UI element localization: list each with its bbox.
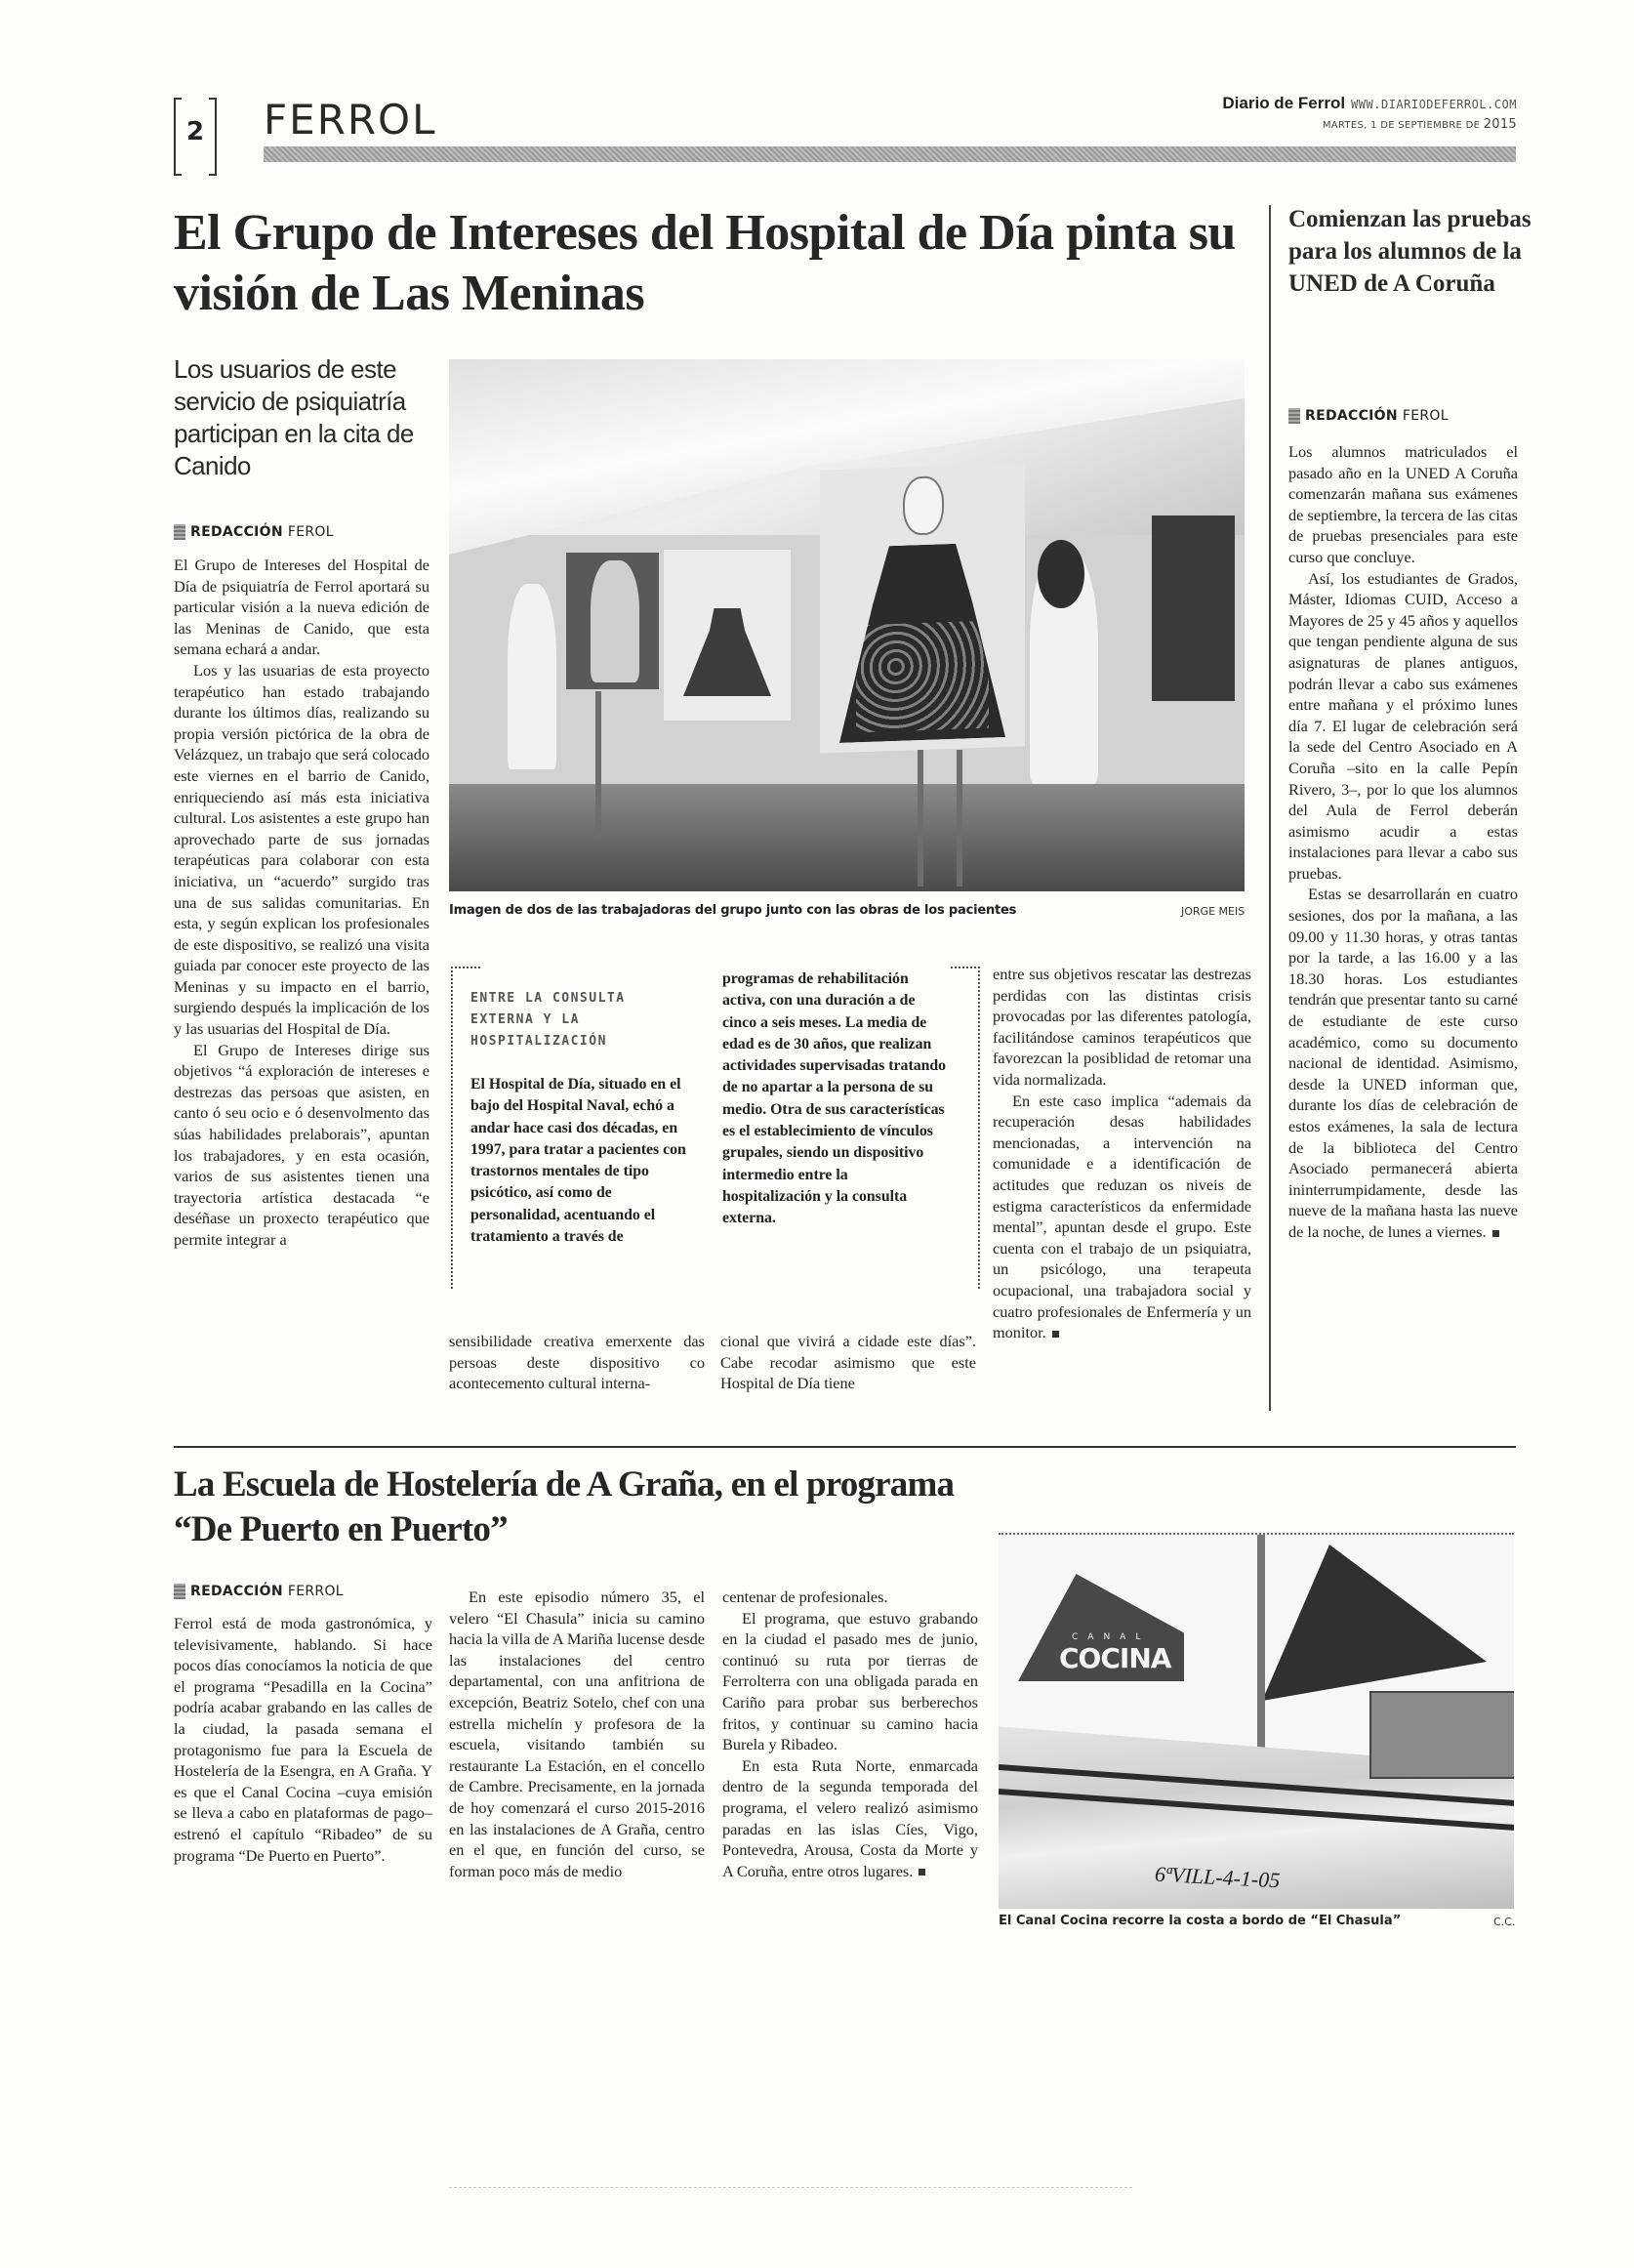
byline-city: FEROL xyxy=(287,524,334,540)
page-number-box xyxy=(174,98,217,176)
page-number: 2 xyxy=(185,117,205,146)
worker-figure-left xyxy=(508,584,556,769)
paragraph-text: En esta Ruta Norte, enmarcada dentro de la segunda temporada del programa, el velero realizó asimismo paradas en las islas Cíes, Vigo, Pontevedra, Arousa, Costa da Morte y A Coruña, entre otros lugares. xyxy=(722,1755,978,1880)
byline-label: REDACCIÓN xyxy=(190,524,283,540)
byline-city: FERROL xyxy=(287,1584,344,1599)
side-column xyxy=(1288,441,1518,1243)
painting-head xyxy=(903,475,944,535)
boat-cabin xyxy=(1369,1691,1514,1779)
scan-artifact-line xyxy=(449,2187,1132,2188)
paragraph: El Grupo de Intereses del Hospital de Día de psiquiatría de Ferrol aportará su particular visión a la nueva edición de las Meninas de Canido, que esta semana echará a andar. xyxy=(174,556,429,659)
box-border-right xyxy=(951,967,980,1289)
easel-leg xyxy=(595,691,601,838)
second-column-2 xyxy=(449,1587,705,1881)
second-headline: La Escuela de Hostelería de A Graña, en el programa “De Puerto en Puerto” xyxy=(174,1464,955,1549)
boat-mast xyxy=(1257,1535,1265,1750)
paragraph: Ferrol está de moda gastronómica, y televisivamente, hablando. Si hace pocos días conocíamos la noticia de que el programa “Pesadilla en la Cocina” podría acabar grabando en las calles de la ciudad, la pasada semana el protagonismo fue para la Escuela de Hostelería de la Esengra, en A Graña. Y es que el Canal Cocina –cuya emisión se lleva a cabo en plataformas de pago– estrenó el capítulo “Ribadeo” de su programa “De Puerto en Puerto”. xyxy=(174,1614,432,1865)
paragraph-text: En este caso implica “ademais da recuperación desas habilidades mencionadas, a intervención na comunidade e a identificación de actitudes que reduzan os niveis de estigma característicos da enfermidade mental”, apuntan desde el grupo. Este cuenta con el trabajo de un psiquiatra, un psicólogo, una terapeuta ocupacional, una trabajadora social y cuatro profesionales de Enfermería y un monitor. xyxy=(993,1091,1251,1342)
paragraph: Así, los estudiantes de Grados, Máster, Idiomas CUID, Acceso a Mayores de 25 y 45 años y aquellos que tengan pendiente alguna de sus asignaturas de planes antiguos, podrán llevar a cabo sus exámenes entre mañana y el próximo lunes día 7. El lugar de celebración será la sede del Centro Asociado en A Coruña –sito en la calle Pepín Rivero, 3–, por lo que los alumnos del Aula de Ferrol deberán asimismo acudir a estas instalaciones para llevar a cabo sus pruebas. xyxy=(1288,568,1518,883)
end-of-article-icon xyxy=(1492,1230,1499,1237)
main-column-4 xyxy=(993,964,1251,1343)
boat-registration: 6ªVILL-4-1-05 xyxy=(1154,1861,1281,1893)
paragraph: centenar de profesionales. xyxy=(722,1588,888,1606)
main-byline xyxy=(174,524,334,540)
masthead xyxy=(1222,94,1517,132)
end-of-article-icon xyxy=(1052,1331,1059,1338)
photo-credit: JORGE MEIS xyxy=(1181,905,1246,918)
photo-credit: C.C. xyxy=(1493,1916,1516,1928)
canal-cocina-logo-top: CANAL xyxy=(1072,1632,1151,1642)
header-rule xyxy=(264,146,1516,162)
side-byline xyxy=(1288,408,1449,424)
info-box xyxy=(451,967,980,1299)
main-headline: El Grupo de Intereses del Hospital de Día pinta su visión de Las Meninas xyxy=(174,205,1236,321)
paragraph xyxy=(993,1091,1251,1343)
section-title: FERROL xyxy=(264,96,437,144)
paragraph: En este episodio número 35, el velero “El Chasula” inicia su camino hacia la villa de A Mariña lucense desde las instalaciones del centro departamental, con una anfitriona de excepción, Beatriz Sotelo, chef con una estrella michelín y profesora de la escuela, visitando también su restaurante La Estación, en el concello de Cambre. Precisamente, en la jornada de hoy comenzará el curso 2015-2016 en las instalaciones de A Graña, centro en el que, en función del curso, se forman poco más de medio xyxy=(449,1588,705,1880)
newspaper-brand: Diario de Ferrol xyxy=(1222,94,1346,112)
painting-dress-shape xyxy=(683,608,771,696)
end-of-article-icon xyxy=(919,1869,925,1876)
worker-figure-right xyxy=(1030,550,1098,784)
second-column-3 xyxy=(722,1587,978,1881)
info-box-column-1: El Hospital de Día, situado en el bajo del Hospital Naval, echó a andar hace casi dos décadas, en 1997, para tratar a pacientes con trastornos mentales de tipo psicótico, así como de personalidad, acentuando el tratamiento a través de xyxy=(470,1076,686,1246)
main-column-3 xyxy=(720,1331,976,1394)
info-box-title: ENTRE LA CONSULTA EXTERNA Y LA HOSPITALIZACIÓN xyxy=(470,991,626,1049)
canal-cocina-logo: COCINA xyxy=(1059,1642,1171,1674)
wall-artwork xyxy=(1152,515,1235,701)
dark-sail xyxy=(1262,1545,1487,1701)
photo-caption: Imagen de dos de las trabajadoras del grupo junto con las obras de los pacientes xyxy=(449,903,1017,918)
main-column-1 xyxy=(174,555,429,1251)
painting-menina-large xyxy=(820,463,1025,753)
byline-square-icon xyxy=(174,1584,185,1599)
paragraph: El Grupo de Intereses dirige sus objetivos “á exploración de intereses e destrezas das persoas que asisten, en canto ó seu ocio e ó desenvolmento das súas habilidades prelaborais”, apuntan los trabajadores, y en esta ocasión, varios de sus asistentes tienen una trayectoria artística destacada “e deséñase un proxecto terapéutico que permite integrar a xyxy=(174,1040,429,1249)
painting-figure xyxy=(591,560,639,682)
issue-date-text: MARTES, 1 DE SEPTIEMBRE DE xyxy=(1322,120,1481,131)
painting-gown xyxy=(839,542,1005,743)
meninas-photo xyxy=(449,359,1245,891)
photo-caption: El Canal Cocina recorre la costa a bordo de “El Chasula” xyxy=(999,1914,1402,1928)
byline-square-icon xyxy=(1288,408,1300,424)
paragraph: Los y las usuarias de esta proyecto terapéutico han estado trabajando durante los últimos días, realizando su propia versión pictórica de la obra de Velázquez, un trabajo que será colocado este viernes en el barrio de Canido, enriqueciendo así más esta iniciativa cultural. Los asistentes a este grupo han aprovechado parte de sus jornadas terapéuticas para colaborar con esta iniciativa, un “acuerdo” surgido tras una de sus salidas comunitarias. En esta, y según explican los profesionales de este dispositivo, se realizó una visita guiada par conocer este proyecto de las Meninas y su impacto en el barrio, surgiendo después la implicación de los y las usuarias del Hospital de Día. xyxy=(174,660,429,1039)
main-column-2 xyxy=(449,1331,705,1394)
painting-infanta xyxy=(566,553,659,689)
easel-leg xyxy=(957,750,962,887)
issue-date xyxy=(1222,117,1517,132)
byline-label: REDACCIÓN xyxy=(190,1584,283,1599)
photo-floor xyxy=(449,784,1245,891)
paragraph: El programa, que estuvo grabando en la ciudad el pasado mes de junio, continuó su ruta por tierras de Ferrolterra con una obligada parada en Cariño para probar sus berberechos fritos, y continuar su camino hacia Burela y Ribadeo. xyxy=(722,1608,978,1754)
main-subheadline: Los usuarios de este servicio de psiquiatría participan en la cita de Canido xyxy=(174,354,414,480)
paragraph xyxy=(722,1755,978,1882)
side-headline: Comienzan las pruebas para los alumnos de la UNED de A Coruña xyxy=(1288,206,1532,297)
second-byline xyxy=(174,1584,344,1599)
story-divider xyxy=(174,1446,1516,1448)
paragraph: Los alumnos matriculados el pasado año en la UNED A Coruña comenzarán mañana sus exámenes de septiembre, la tercera de las citas de pruebas presenciales para este curso que concluye. xyxy=(1288,442,1518,566)
paragraph-text: Estas se desarrollarán en cuatro sesiones, dos por la mañana, a las 09.00 y 11.30 horas, y otras tantas por la tarde, a las 16.00 y a las 18.30 horas. Los estudiantes tendrán que presentar tanto su carné de estudiante de este curso académico, como su documento nacional de identidad. Asimismo, desde la UNED informan que, durante los días de celebración de estos exámenes, la sala de lectura de la biblioteca del Centro Asociado permanecerá abierta ininterrumpidamente, desde las nueve de la mañana hasta las nueve de la noche, de lunes a viernes. xyxy=(1288,885,1518,1241)
sailboat-photo xyxy=(999,1533,1514,1909)
paragraph: entre sus objetivos rescatar las destrezas perdidas con las distintas crisis provocadas por las diferentes patología, facilitándose caminos terapéuticos que favorezcan la posiblidad de retomar una vida normalizada. xyxy=(993,965,1251,1089)
paragraph xyxy=(1288,884,1518,1242)
info-box-column-2: programas de rehabilitación activa, con una duración a de cinco a seis meses. La media de edad es de 30 años, que realizan actividades supervisadas tratando de no apartar a la persona de su medio. Otra de sus características es el establecimiento de vínculos grupales, siendo un dispositivo intermedio entre la hospitalización y la consulta externa. xyxy=(722,970,947,1227)
issue-date-year: 2015 xyxy=(1483,117,1517,132)
byline-square-icon xyxy=(174,524,185,540)
paragraph: cional que vivirá a cidade este días”. Cabe recodar asimismo que este Hospital de Día tiene xyxy=(720,1332,976,1393)
second-column-1 xyxy=(174,1613,432,1866)
painting-dress xyxy=(664,550,791,721)
column-rule xyxy=(1269,205,1271,1411)
easel-leg xyxy=(918,750,923,887)
newspaper-url[interactable]: WWW.DIARIODEFERROL.COM xyxy=(1351,98,1517,111)
byline-city: FEROL xyxy=(1402,408,1449,424)
byline-label: REDACCIÓN xyxy=(1305,408,1398,424)
paragraph: sensibilidade creativa emerxente das persoas deste dispositivo co acontecemento cultural interna- xyxy=(449,1332,705,1393)
